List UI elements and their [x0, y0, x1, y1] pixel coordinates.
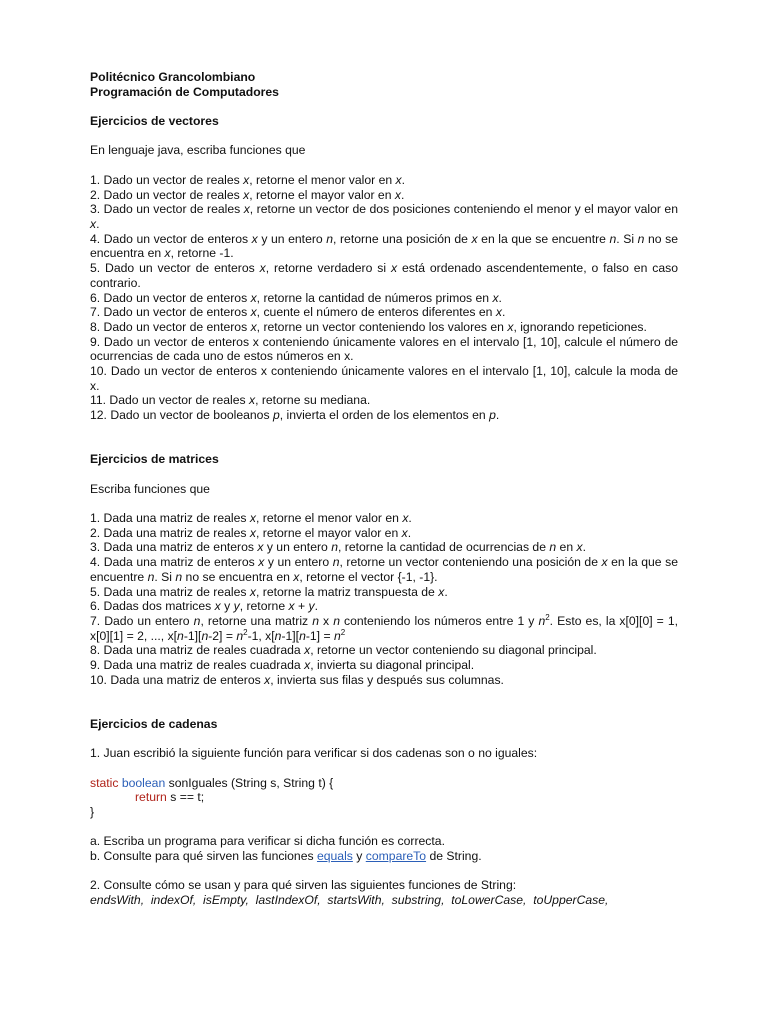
vector-exercise-2: 2. Dado un vector de reales x, retorne el mayor valor en x.	[90, 187, 405, 202]
matrix-exercise-6: 6. Dadas dos matrices x y y, retorne x + y.	[90, 599, 318, 614]
code-return-expr: s == t;	[170, 790, 205, 805]
vector-exercise-11: 11. Dado un vector de reales x, retorne su mediana.	[90, 393, 371, 408]
institution-heading: Politécnico Grancolombiano	[90, 70, 256, 84]
matrix-exercise-4: 4. Dada una matriz de enteros x y un entero n, retorne un vector conteniendo una posición de x en la que se encuentre n. Si n no se encuentra en x, retorne el vector {-1, -1}.	[90, 555, 678, 584]
vector-exercise-1: 1. Dado un vector de reales x, retorne el menor valor en x.	[90, 172, 406, 187]
vectors-section-title: Ejercicios de vectores	[90, 114, 219, 129]
vector-exercise-5: 5. Dado un vector de enteros x, retorne verdadero si x está ordenado ascendentemente, o falso en caso contrario.	[90, 261, 678, 290]
code-keyword-static: static	[90, 775, 119, 790]
subquestion-b-suffix: de String.	[429, 849, 482, 864]
matrix-exercise-7: 7. Dado un entero n, retorne una matriz n x n conteniendo los números entre 1 y $n^2$. Esto es, la x[0][0] = 1, x[0][1] = 2, ..., $x[n-1][n-2] = n^2-1$, $x[n-1][n-1] = n^2$	[90, 612, 679, 643]
strings-question-1: 1. Juan escribió la siguiente función para verificar si dos cadenas son o no iguales:	[90, 746, 538, 761]
matrix-exercise-5: 5. Dada una matriz de reales x, retorne la matriz transpuesta de x.	[90, 584, 448, 599]
document-page	[90, 70, 678, 908]
equals-link[interactable]: equals	[316, 849, 353, 864]
vector-exercise-9: 9. Dado un vector de enteros x conteniendo únicamente valores en el intervalo [1, 10], calcule el número de ocurrencias de cada uno de estos números en x.	[90, 334, 678, 364]
compareto-link[interactable]: compareTo	[365, 849, 427, 864]
code-snippet	[90, 776, 678, 820]
subquestion-b-conjunction: y	[356, 849, 363, 864]
vectors-intro: En lenguaje java, escriba funciones que	[90, 143, 306, 158]
matrices-section-title: Ejercicios de matrices	[90, 452, 219, 467]
code-line-3: }	[90, 804, 95, 819]
code-signature: sonIguales (String s, String t) {	[168, 775, 334, 790]
matrix-exercise-list	[90, 511, 678, 687]
subquestion-b-text: b. Consulte para qué sirven las funciones	[90, 849, 314, 864]
strings-subquestion-a: a. Escriba un programa para verificar si dicha función es correcta.	[90, 834, 445, 849]
strings-section-title: Ejercicios de cadenas	[90, 716, 218, 731]
matrix-exercise-2: 2. Dada una matriz de reales x, retorne el mayor valor en x.	[90, 525, 412, 540]
matrices-intro: Escriba funciones que	[90, 481, 210, 496]
strings-question-2: 2. Consulte cómo se usan y para qué sirven las siguientes funciones de String:	[90, 878, 517, 893]
vector-exercise-list	[90, 173, 678, 423]
string-functions-text: endsWith, indexOf, isEmpty, lastIndexOf, startsWith, substring, toLowerCase, toUpperCase,	[90, 893, 609, 908]
course-heading: Programación de Computadores	[90, 84, 279, 99]
matrix-exercise-9: 9. Dada una matriz de reales cuadrada x, invierta su diagonal principal.	[90, 658, 475, 673]
string-functions-list	[90, 893, 678, 908]
vector-exercise-4: 4. Dado un vector de enteros x y un entero n, retorne una posición de x en la que se encuentre n. Si n no se encuentra en x, retorne -1.	[90, 231, 678, 261]
matrix-exercise-8: 8. Dada una matriz de reales cuadrada x, retorne un vector conteniendo su diagonal principal.	[90, 643, 597, 658]
matrix-exercise-1: 1. Dada una matriz de reales x, retorne el menor valor en x.	[90, 510, 412, 525]
code-line-2	[90, 790, 678, 805]
vector-exercise-7: 7. Dado un vector de enteros x, cuente el número de enteros diferentes en x.	[90, 305, 506, 320]
vector-exercise-3: 3. Dado un vector de reales x, retorne un vector de dos posiciones conteniendo el menor y el mayor valor en x.	[90, 202, 678, 231]
code-line-1	[90, 776, 678, 791]
vector-exercise-6: 6. Dado un vector de enteros x, retorne la cantidad de números primos en x.	[90, 290, 502, 305]
code-keyword-return: return	[135, 790, 167, 805]
code-keyword-boolean: boolean	[121, 775, 166, 790]
matrix-exercise-10: 10. Dada una matriz de enteros x, invierta sus filas y después sus columnas.	[90, 672, 504, 687]
strings-subquestion-b	[90, 849, 678, 864]
vector-exercise-8: 8. Dado un vector de enteros x, retorne un vector conteniendo los valores en x, ignorando repeticiones.	[90, 319, 647, 334]
matrix-exercise-3: 3. Dada una matriz de enteros x y un entero n, retorne la cantidad de ocurrencias de n en x.	[90, 540, 586, 555]
vector-exercise-10: 10. Dado un vector de enteros x conteniendo únicamente valores en el intervalo [1, 10], calcule la moda de x.	[90, 364, 678, 393]
vector-exercise-12: 12. Dado un vector de booleanos p, invierta el orden de los elementos en p.	[90, 408, 500, 423]
